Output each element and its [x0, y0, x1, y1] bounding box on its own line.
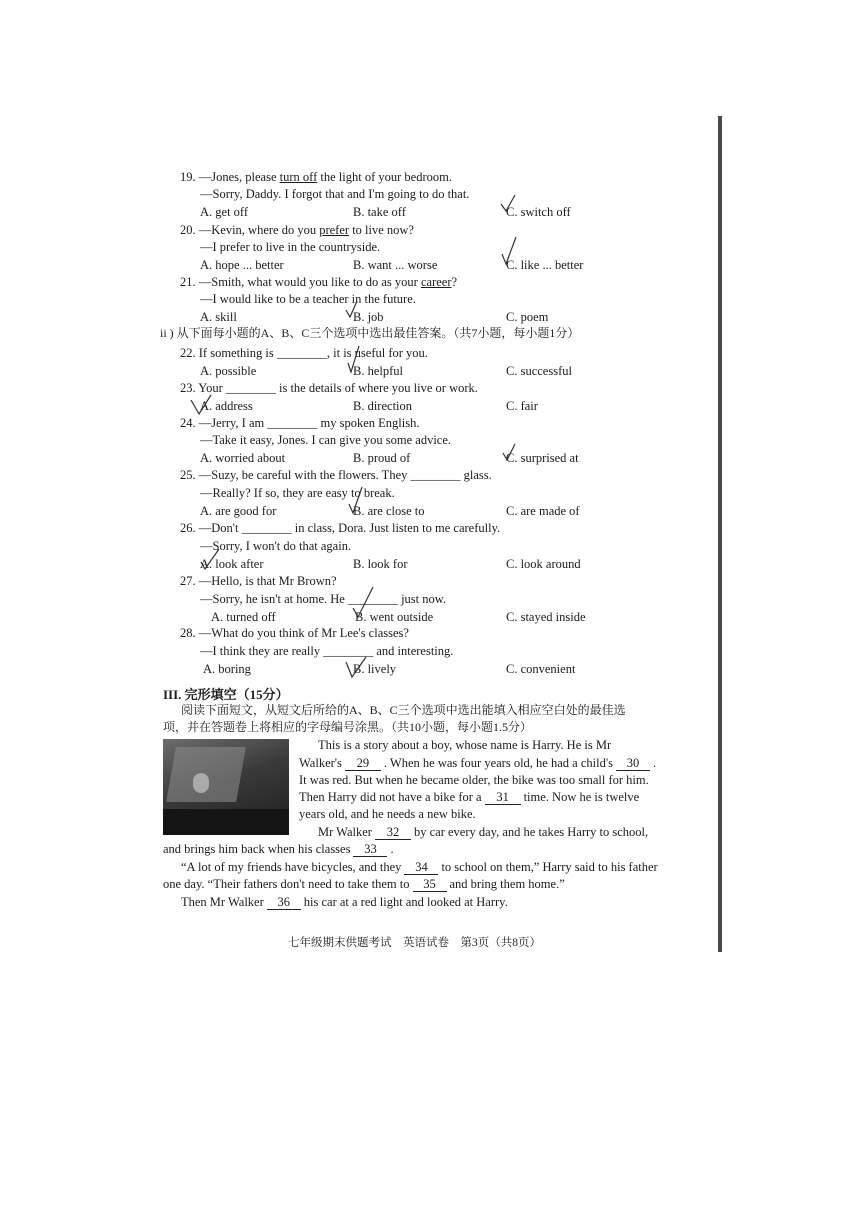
q19-option-c: C. switch off	[506, 205, 571, 219]
section-iii-instruction-1: 阅读下面短文，从短文后所给的A、B、C三个选项中选出能填入相应空白处的最佳选	[181, 703, 626, 717]
q21-line2: —I would like to be a teacher in the future.	[200, 292, 416, 306]
q26-option-c: C. look around	[506, 557, 581, 571]
q28-line1: 28. —What do you think of Mr Lee's classes?	[180, 626, 409, 640]
q26-line1: 26. —Don't ________ in class, Dora. Just listen to me carefully.	[180, 521, 501, 535]
q20-option-b: B. want ... worse	[353, 258, 438, 272]
passage-line-6: Mr Walker 32 by car every day, and he takes Harry to school,	[318, 825, 649, 839]
q23-line1: 23. Your ________ is the details of where you live or work.	[180, 381, 478, 395]
check-mark-icon	[500, 194, 516, 212]
passage-line-10: Then Mr Walker 36 his car at a red light and looked at Harry.	[181, 895, 508, 909]
scan-edge-shadow	[718, 116, 722, 952]
check-mark-icon	[200, 548, 220, 570]
q25-option-c: C. are made of	[506, 504, 580, 518]
q20-option-c: C. like ... better	[506, 258, 584, 272]
story-photo	[163, 739, 289, 835]
section-iii-heading: III. 完形填空（15分）	[163, 687, 289, 702]
q24-option-a: A. worried about	[200, 451, 286, 465]
q21-option-c: C. poem	[506, 310, 549, 324]
passage-line-2: Walker's 29 . When he was four years old, he had a child's 30 .	[299, 756, 657, 770]
passage-line-8: “A lot of my friends have bicycles, and they 34 to school on them,” Harry said to his father	[181, 860, 658, 874]
q28-option-a: A. boring	[203, 662, 251, 676]
check-mark-icon	[501, 236, 517, 266]
q22-option-a: A. possible	[200, 364, 257, 378]
q27-line2: —Sorry, he isn't at home. He ________ just now.	[200, 592, 447, 606]
q24-line2: —Take it easy, Jones. I can give you some advice.	[200, 433, 452, 447]
passage-line-1: This is a story about a boy, whose name is Harry. He is Mr	[318, 738, 612, 752]
q23-option-b: B. direction	[353, 399, 413, 413]
check-mark-icon	[345, 656, 367, 678]
q26-line2: —Sorry, I won't do that again.	[200, 539, 352, 553]
check-mark-icon	[352, 586, 374, 618]
passage-line-3: It was red. But when he became older, the bike was too small for him.	[299, 773, 649, 787]
check-mark-icon	[348, 486, 364, 514]
section-ii-instruction: ii ) 从下面每小题的A、B、C三个选项中选出最佳答案。（共7小题，每小题1分）	[160, 326, 580, 340]
q28-option-c: C. convenient	[506, 662, 576, 676]
q21-option-b: B. job	[353, 310, 384, 324]
q21-option-a: A. skill	[200, 310, 237, 324]
passage-line-7: and brings him back when his classes 33 .	[163, 842, 394, 856]
q22-option-b: B. helpful	[353, 364, 403, 378]
q19-line2: —Sorry, Daddy. I forgot that and I'm going to do that.	[200, 187, 470, 201]
passage-line-9: one day. “Their fathers don't need to take them to 35 and bring them home.”	[163, 877, 565, 891]
q27-line1: 27. —Hello, is that Mr Brown?	[180, 574, 337, 588]
check-mark-icon	[190, 394, 212, 416]
q28-line2: —I think they are really ________ and interesting.	[200, 644, 454, 658]
q24-option-b: B. proud of	[353, 451, 411, 465]
q26-option-a: A. look after	[200, 557, 264, 571]
q23-option-c: C. fair	[506, 399, 538, 413]
passage-line-4: Then Harry did not have a bike for a 31 time. Now he is twelve	[299, 790, 640, 804]
q21-line1: 21. —Smith, what would you like to do as your career?	[180, 275, 458, 289]
q26-option-b: B. look for	[353, 557, 408, 571]
page-footer: 七年级期末供题考试 英语试卷 第3页（共8页）	[288, 937, 541, 949]
q22-option-c: C. successful	[506, 364, 572, 378]
q25-line2: —Really? If so, they are easy to break.	[200, 486, 395, 500]
q19-option-b: B. take off	[353, 205, 406, 219]
q27-option-a: A. turned off	[211, 610, 276, 624]
q20-line2: —I prefer to live in the countryside.	[200, 240, 381, 254]
q27-option-c: C. stayed inside	[506, 610, 586, 624]
check-mark-icon	[347, 345, 363, 373]
q25-option-b: B. are close to	[353, 504, 425, 518]
q28-option-b: B. lively	[353, 662, 397, 676]
q24-option-c: C. surprised at	[506, 451, 579, 465]
q25-line1: 25. —Suzy, be careful with the flowers. They ________ glass.	[180, 468, 492, 482]
q23-option-a: A. address	[200, 399, 253, 413]
q20-line1: 20. —Kevin, where do you prefer to live now?	[180, 223, 414, 237]
q25-option-a: A. are good for	[200, 504, 277, 518]
q20-option-a: A. hope ... better	[200, 258, 284, 272]
check-mark-icon	[502, 443, 518, 461]
q24-line1: 24. —Jerry, I am ________ my spoken English.	[180, 416, 420, 430]
q27-option-b: B. went outside	[355, 610, 434, 624]
q22-line1: 22. If something is ________, it is useful for you.	[180, 346, 428, 360]
passage-line-5: years old, and he needs a new bike.	[299, 807, 476, 821]
check-mark-icon	[345, 300, 361, 318]
q19-option-a: A. get off	[200, 205, 249, 219]
q19-line1: 19. —Jones, please turn off the light of your bedroom.	[180, 170, 452, 184]
section-iii-instruction-2: 项，并在答题卷上将相应的字母编号涂黑。（共10小题，每小题1.5分）	[163, 720, 533, 734]
